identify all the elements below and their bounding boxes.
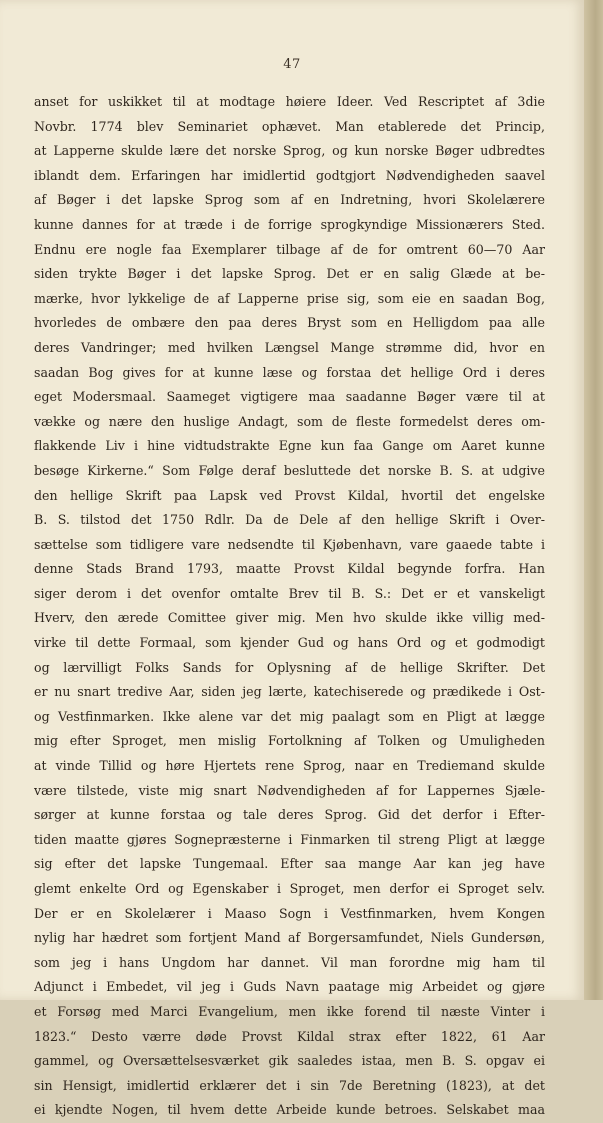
text-line: nylig har hædret som fortjent Mand af Borgersamfundet, Niels Gundersøn, bbox=[34, 930, 545, 946]
text-line: 1823.“ Desto værre døde Provst Kildal strax efter 1822, 61 Aar bbox=[34, 1028, 545, 1044]
page-number: 47 bbox=[283, 57, 301, 72]
text-line: gammel, og Oversættelsesværket gik saaledes istaa, men B. S. opgav ei bbox=[34, 1053, 545, 1069]
text-line: B. S. tilstod det 1750 Rdlr. Da de Dele af den hellige Skrift i Over- bbox=[34, 512, 545, 528]
text-line: af Bøger i det lapske Sprog som af en Indretning, hvori Skolelærere bbox=[34, 192, 545, 208]
text-line: at Lapperne skulde lære det norske Sprog, og kun norske Bøger udbredtes bbox=[34, 143, 545, 159]
text-line: tiden maatte gjøres Sognepræsterne i Finmarken til streng Pligt at lægge bbox=[34, 831, 545, 847]
text-line: hvorledes de ombære den paa deres Bryst som en Helligdom paa alle bbox=[34, 315, 545, 331]
text-line: sættelse som tidligere vare nedsendte til Kjøbenhavn, vare gaaede tabte i bbox=[34, 536, 545, 552]
text-line: at vinde Tillid og høre Hjertets rene Sprog, naar en Trediemand skulde bbox=[34, 758, 545, 774]
text-line: Endnu ere nogle faa Exemplarer tilbage af de for omtrent 60—70 Aar bbox=[34, 241, 545, 257]
text-line: som jeg i hans Ungdom har dannet. Vil man forordne mig ham til bbox=[34, 954, 545, 970]
text-line: sig efter det lapske Tungemaal. Efter saa mange Aar kan jeg have bbox=[34, 856, 545, 872]
text-line: sin Hensigt, imidlertid erklærer det i sin 7de Beretning (1823), at det bbox=[34, 1077, 545, 1093]
text-line: den hellige Skrift paa Lapsk ved Provst Kildal, hvortil det engelske bbox=[34, 487, 545, 503]
text-line: siger derom i det ovenfor omtalte Brev til B. S.: Det er et vanskeligt bbox=[34, 585, 545, 601]
text-line: og lærvilligt Folks Sands for Oplysning af de hellige Skrifter. Det bbox=[34, 659, 545, 675]
text-line: eget Modersmaal. Saameget vigtigere maa saadanne Bøger være til at bbox=[34, 389, 545, 405]
body-text bbox=[34, 90, 545, 1123]
text-line: denne Stads Brand 1793, maatte Provst Kildal begynde forfra. Han bbox=[34, 561, 545, 577]
text-line: Novbr. 1774 blev Seminariet ophævet. Man etablerede det Princip, bbox=[34, 118, 545, 134]
text-line: er nu snart tredive Aar, siden jeg lærte, katechiserede og prædikede i Ost- bbox=[34, 684, 545, 700]
text-line: virke til dette Formaal, som kjender Gud og hans Ord og et godmodigt bbox=[34, 635, 545, 651]
text-line: mærke, hvor lykkelige de af Lapperne prise sig, som eie en saadan Bog, bbox=[34, 290, 545, 306]
text-line: siden trykte Bøger i det lapske Sprog. Det er en salig Glæde at be- bbox=[34, 266, 545, 282]
text-line: Hverv, den ærede Comittee giver mig. Men hvo skulde ikke villig med- bbox=[34, 610, 545, 626]
text-line: kunne dannes for at træde i de forrige sprogkyndige Missionærers Sted. bbox=[34, 216, 545, 232]
text-line: besøge Kirkerne.“ Som Følge deraf besluttede det norske B. S. at udgive bbox=[34, 462, 545, 478]
text-line: deres Vandringer; med hvilken Længsel Mange strømme did, hvor en bbox=[34, 339, 545, 355]
text-line: Der er en Skolelærer i Maaso Sogn i Vestfinmarken, hvem Kongen bbox=[34, 905, 545, 921]
text-line: flakkende Liv i hine vidtudstrakte Egne kun faa Gange om Aaret kunne bbox=[34, 438, 545, 454]
text-line: mig efter Sproget, men mislig Fortolkning af Tolken og Umuligheden bbox=[34, 733, 545, 749]
page-binding-edge bbox=[584, 0, 603, 1000]
text-line: vække og nære den huslige Andagt, som de fleste formedelst deres om- bbox=[34, 413, 545, 429]
text-line: ei kjendte Nogen, til hvem dette Arbeide kunde betroes. Selskabet maa bbox=[34, 1102, 545, 1118]
text-line: iblandt dem. Erfaringen har imidlertid godtgjort Nødvendigheden saavel bbox=[34, 167, 545, 183]
text-line: sørger at kunne forstaa og tale deres Sprog. Gid det derfor i Efter- bbox=[34, 807, 545, 823]
text-line: være tilstede, viste mig snart Nødvendigheden af for Lappernes Sjæle- bbox=[34, 782, 545, 798]
text-line: og Vestfinmarken. Ikke alene var det mig paalagt som en Pligt at lægge bbox=[34, 708, 545, 724]
text-line: saadan Bog gives for at kunne læse og forstaa det hellige Ord i deres bbox=[34, 364, 545, 380]
text-line: et Forsøg med Marci Evangelium, men ikke forend til næste Vinter i bbox=[34, 1003, 545, 1019]
text-line: anset for uskikket til at modtage høiere Ideer. Ved Rescriptet af 3die bbox=[34, 94, 545, 109]
text-line: glemt enkelte Ord og Egenskaber i Sproget, men derfor ei Sproget selv. bbox=[34, 881, 545, 896]
text-line: Adjunct i Embedet, vil jeg i Guds Navn paatage mig Arbeidet og gjøre bbox=[34, 979, 545, 995]
